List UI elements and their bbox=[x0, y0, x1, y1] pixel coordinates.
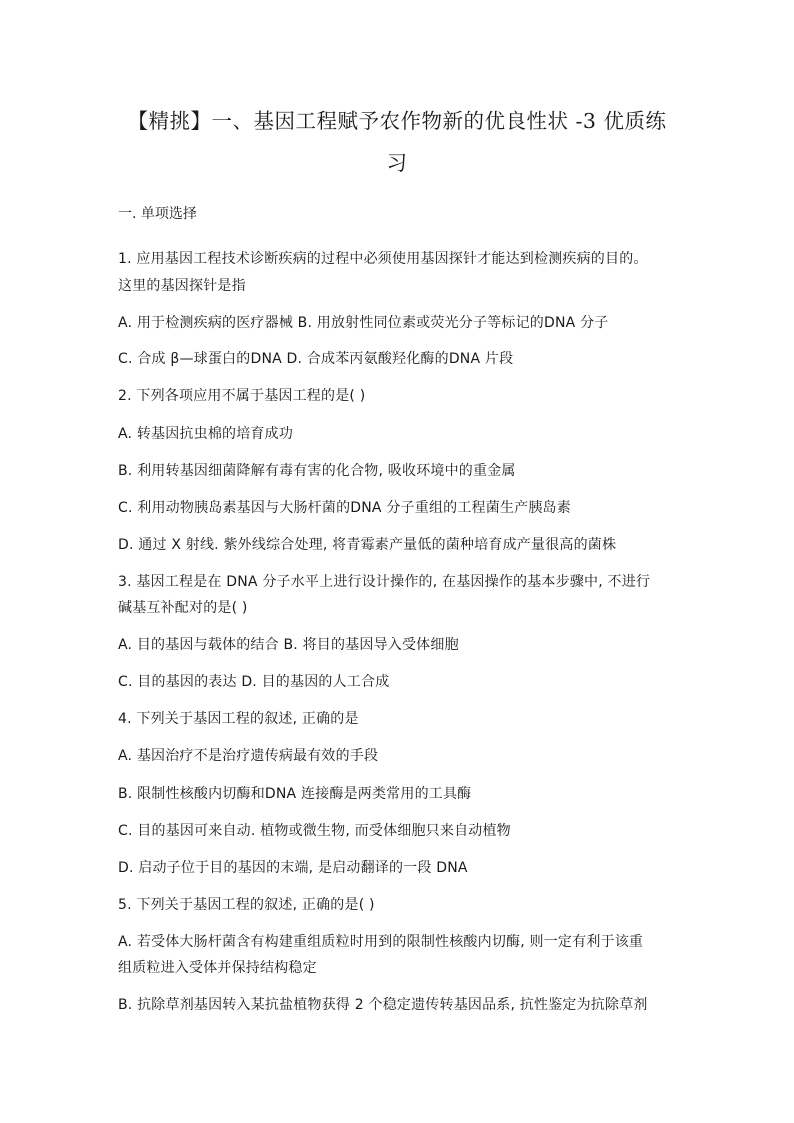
document-title bbox=[100, 100, 694, 184]
q5-option-a-line1: A. 若受体大肠杆菌含有构建重组质粒时用到的限制性核酸内切酶, 则一定有利于该重 bbox=[118, 934, 644, 950]
q1-options-ab: A. 用于检测疾病的医疗器械 B. 用放射性同位素或荧光分子等标记的DNA 分子 bbox=[118, 315, 609, 331]
q3-options-cd: C. 目的基因的表达 D. 目的基因的人工合成 bbox=[118, 674, 390, 690]
title-line-1: 【精挑】一、基因工程赋予农作物新的优良性状 -3 优质练 bbox=[127, 109, 667, 133]
q4-option-b: B. 限制性核酸内切酶和DNA 连接酶是两类常用的工具酶 bbox=[118, 786, 472, 802]
q1-stem-line1: 1. 应用基因工程技术诊断疾病的过程中必须使用基因探针才能达到检测疾病的目的。 bbox=[118, 251, 648, 267]
title-line-2: 习 bbox=[386, 151, 408, 175]
q2-stem: 2. 下列各项应用不属于基因工程的是( ) bbox=[118, 388, 366, 404]
q3-options-ab: A. 目的基因与载体的结合 B. 将目的基因导入受体细胞 bbox=[118, 637, 459, 653]
q1-stem-line2: 这里的基因探针是指 bbox=[118, 278, 246, 294]
q3-stem-line1: 3. 基因工程是在 DNA 分子水平上进行设计操作的, 在基因操作的基本步骤中, 不进行 bbox=[118, 574, 651, 590]
q2-option-c: C. 利用动物胰岛素基因与大肠杆菌的DNA 分子重组的工程菌生产胰岛素 bbox=[118, 500, 571, 516]
section-heading: 一. 单项选择 bbox=[118, 206, 197, 222]
q4-stem: 4. 下列关于基因工程的叙述, 正确的是 bbox=[118, 711, 359, 727]
q4-option-c: C. 目的基因可来自动. 植物或微生物, 而受体细胞只来自动植物 bbox=[118, 823, 511, 839]
q2-option-d: D. 通过 X 射线. 紫外线综合处理, 将青霉素产量低的菌种培育成产量很高的菌株 bbox=[118, 537, 617, 553]
q4-option-d: D. 启动子位于目的基因的末端, 是启动翻译的一段 DNA bbox=[118, 860, 468, 876]
q5-option-a-line2: 组质粒进入受体并保持结构稳定 bbox=[118, 960, 317, 976]
q1-options-cd: C. 合成 β—球蛋白的DNA D. 合成苯丙氨酸羟化酶的DNA 片段 bbox=[118, 351, 514, 367]
q5-stem: 5. 下列关于基因工程的叙述, 正确的是( ) bbox=[118, 897, 375, 913]
q3-stem-line2: 碱基互补配对的是( ) bbox=[118, 600, 248, 616]
q4-option-a: A. 基因治疗不是治疗遗传病最有效的手段 bbox=[118, 748, 379, 764]
q2-option-a: A. 转基因抗虫棉的培育成功 bbox=[118, 426, 294, 442]
q2-option-b: B. 利用转基因细菌降解有毒有害的化合物, 吸收环境中的重金属 bbox=[118, 463, 516, 479]
q5-option-b-line1: B. 抗除草剂基因转入某抗盐植物获得 2 个稳定遗传转基因品系, 抗性鉴定为抗除草剂 bbox=[118, 997, 648, 1013]
